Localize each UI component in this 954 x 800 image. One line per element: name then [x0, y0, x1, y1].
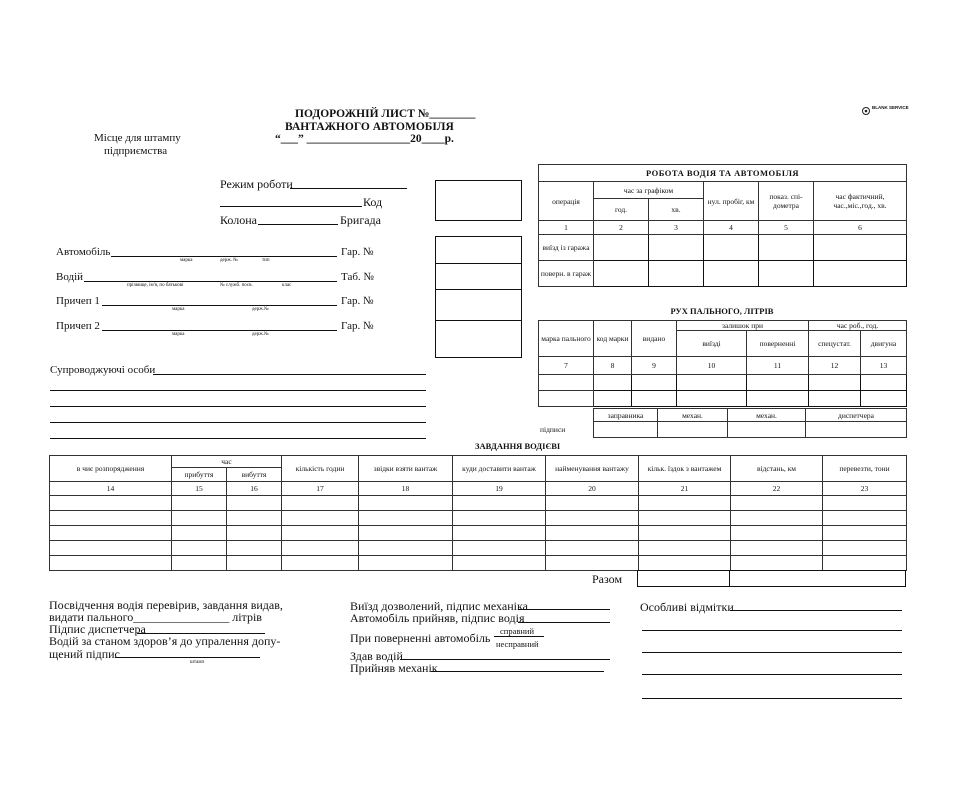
bottom-left-line5: щений підпис [49, 647, 120, 661]
fuel-cell[interactable] [747, 391, 809, 407]
mode-label: Режим роботи [220, 177, 293, 191]
trailer1-label: Причеп 1 [56, 295, 100, 307]
trailer2-label: Причеп 2 [56, 320, 100, 332]
driver-label: Водій [56, 271, 84, 283]
fuel-cell[interactable] [809, 391, 861, 407]
fuel-cell[interactable] [677, 391, 747, 407]
work-col-odometer: нул. пробіг, км [704, 182, 759, 221]
special-notes-field-5[interactable] [642, 698, 902, 699]
escort-field-4[interactable] [50, 422, 426, 423]
tab-number-label: Таб. № [341, 271, 374, 283]
fuel-cell[interactable] [539, 391, 594, 407]
work-table-title: РОБОТА ВОДІЯ ТА АВТОМОБІЛЯ [539, 165, 907, 182]
fuel-cell[interactable] [539, 375, 594, 391]
bottom-left-line3: Підпис диспетчера [49, 622, 146, 636]
code-label: Код [363, 195, 383, 209]
total-box[interactable] [637, 570, 906, 587]
column-label: Колона [220, 213, 257, 227]
fuel-cell[interactable] [632, 375, 677, 391]
stamp-place-line2: підприємства [104, 145, 168, 157]
work-cell[interactable] [704, 261, 759, 287]
work-col-actual: час фактичний, час.,міс.,год., хв. [814, 182, 907, 221]
bottom-left-line4: Водій за станом здоров’я до упралення допу- [49, 634, 281, 648]
fuel-num: 13 [861, 357, 907, 375]
work-num: 5 [759, 221, 814, 235]
number-box-divider1 [435, 263, 522, 264]
driver-sub-class: клас [282, 283, 292, 288]
fuel-num: 8 [594, 357, 632, 375]
driver-sub-name: прізвище, ім'я, по батькові [127, 283, 184, 288]
special-notes-field-1[interactable] [730, 610, 902, 611]
total-label: Разом [592, 572, 623, 586]
car-label: Автомобіль [56, 246, 111, 258]
mechanic-signature-field[interactable] [518, 609, 610, 610]
fuel-num: 9 [632, 357, 677, 375]
fuel-cell[interactable] [861, 391, 907, 407]
driver-accept-signature-field[interactable] [518, 622, 610, 623]
work-cell[interactable] [759, 235, 814, 261]
bottom-mid-line1: Виїзд дозволений, підпис механіка [350, 599, 528, 613]
tasks-col-distance: відстань, км [731, 456, 823, 482]
logo-text: BLANK SERVICE [872, 105, 909, 110]
tasks-table [49, 455, 907, 571]
tasks-row[interactable] [50, 496, 907, 511]
fuel-col-back: поверненні [747, 331, 809, 357]
tasks-num: 23 [823, 482, 907, 496]
work-num: 4 [704, 221, 759, 235]
fuel-cell[interactable] [632, 391, 677, 407]
work-col-schedule: час за графіком [594, 182, 704, 199]
work-cell[interactable] [814, 261, 907, 287]
escort-label: Супроводжуючі особи [50, 364, 156, 376]
tasks-col-trips: кільк. їздок з вантажем [639, 456, 731, 482]
escort-field-3[interactable] [50, 406, 426, 407]
trailer1-field[interactable] [102, 305, 337, 306]
special-notes-field-2[interactable] [642, 630, 902, 631]
tasks-col-from: звідки взяти вантаж [359, 456, 453, 482]
car-sub-type: тип [262, 258, 270, 263]
tasks-col-departure: вибуття [227, 468, 282, 482]
tasks-title: ЗАВДАННЯ ВОДІЄВІ [475, 441, 561, 451]
bottom-mid-line3: При поверненні автомобіль [350, 631, 491, 645]
driver-health-signature-field[interactable] [115, 657, 260, 658]
car-sub-brand: марка [180, 258, 193, 263]
driver-sub-id: № служб. посв. [220, 283, 253, 288]
tasks-col-arrival: прибуття [172, 468, 227, 482]
work-cell[interactable] [704, 235, 759, 261]
fuel-col-rest: залишок при [677, 321, 809, 331]
tasks-row[interactable] [50, 526, 907, 541]
logo [862, 103, 909, 113]
sig-fueler: заправника [594, 409, 658, 422]
trailer2-sub-number: держ.№ [252, 332, 269, 337]
car-field[interactable] [111, 256, 337, 257]
bottom-mid-line4: Здав водій [350, 649, 403, 663]
doc-date-line: “___” __________________20____р. [275, 133, 454, 145]
fuel-col-issued: видано [632, 321, 677, 357]
column-field[interactable] [258, 224, 338, 225]
fuel-col-out: виїзді [677, 331, 747, 357]
escort-field-5[interactable] [50, 438, 426, 439]
work-num: 3 [649, 221, 704, 235]
total-divider [729, 570, 730, 587]
fuel-col-worktime: час роб., год. [809, 321, 907, 331]
trailer1-sub-number: держ.№ [252, 307, 269, 312]
trailer2-garage-label: Гар. № [341, 320, 374, 332]
car-sub-number: держ. № [220, 258, 238, 263]
tasks-col-time: час [172, 456, 282, 468]
bottom-mid-line2: Автомобіль прийняв, підпис водія [350, 611, 525, 625]
fuel-col-special: спецустат. [809, 331, 861, 357]
tasks-col-tons: перевезти, тони [823, 456, 907, 482]
tasks-num: 16 [227, 482, 282, 496]
tasks-num: 17 [282, 482, 359, 496]
fuel-table [538, 320, 907, 407]
sig-cell[interactable] [658, 422, 728, 438]
tasks-col-hours: кількість годин [282, 456, 359, 482]
bottom-left-line2: видати пального________________ літрів [49, 610, 262, 624]
tasks-num: 20 [546, 482, 639, 496]
fuel-cell[interactable] [861, 375, 907, 391]
special-notes-field-4[interactable] [642, 674, 902, 675]
work-cell[interactable] [649, 261, 704, 287]
tasks-num: 21 [639, 482, 731, 496]
trailer1-sub-brand: марка [172, 307, 185, 312]
tasks-col-disposal: в чиє розпорядження [50, 456, 172, 482]
stamp-place-line1: Місце для штампу [94, 132, 181, 144]
fuel-cell[interactable] [594, 375, 632, 391]
work-table [538, 164, 907, 287]
number-box-top[interactable] [435, 180, 522, 221]
sig-cell[interactable] [594, 422, 658, 438]
condition-good[interactable]: справний [500, 626, 535, 636]
tasks-row[interactable] [50, 556, 907, 571]
sig-dispatcher: диспетчера [806, 409, 907, 422]
tasks-row[interactable] [50, 511, 907, 526]
sig-mech2: механ. [728, 409, 806, 422]
work-cell[interactable] [814, 235, 907, 261]
work-col-min: хв. [649, 199, 704, 221]
tasks-num: 19 [453, 482, 546, 496]
work-cell[interactable] [594, 261, 649, 287]
fuel-cell[interactable] [809, 375, 861, 391]
special-notes-field-3[interactable] [642, 652, 902, 653]
tasks-num: 22 [731, 482, 823, 496]
condition-bad[interactable]: несправний [496, 639, 539, 649]
tasks-num: 14 [50, 482, 172, 496]
sig-cell[interactable] [806, 422, 907, 438]
fuel-num: 11 [747, 357, 809, 375]
fuel-num: 12 [809, 357, 861, 375]
bottom-mid-line5: Прийняв механік [350, 661, 438, 675]
tasks-row[interactable] [50, 541, 907, 556]
work-row-out: виїзд із гаража [539, 235, 594, 261]
trailer1-garage-label: Гар. № [341, 295, 374, 307]
fuel-num: 10 [677, 357, 747, 375]
tasks-num: 15 [172, 482, 227, 496]
work-row-back: поверн. в гараж [539, 261, 594, 287]
trailer2-field[interactable] [102, 330, 337, 331]
number-box-divider3 [435, 320, 522, 321]
number-box-divider2 [435, 289, 522, 290]
fuel-col-code: код марки [594, 321, 632, 357]
fuel-title: РУХ ПАЛЬНОГО, ЛІТРІВ [670, 306, 774, 316]
work-num: 2 [594, 221, 649, 235]
garage-number-label: Гар. № [341, 246, 374, 258]
fuel-num: 7 [539, 357, 594, 375]
number-box-stack[interactable] [435, 236, 522, 358]
sig-cell[interactable] [728, 422, 806, 438]
fuel-col-engine: двигуна [861, 331, 907, 357]
escort-field-2[interactable] [50, 390, 426, 391]
fuel-cell[interactable] [677, 375, 747, 391]
work-num: 1 [539, 221, 594, 235]
work-cell[interactable] [594, 235, 649, 261]
stamp-caption: штамп [190, 660, 205, 665]
doc-title: ПОДОРОЖНІЙ ЛИСТ №________ [295, 108, 476, 120]
fuel-col-brand: марка пального [539, 321, 594, 357]
work-num: 6 [814, 221, 907, 235]
fuel-cell[interactable] [747, 375, 809, 391]
bottom-left-line1: Посвідчення водія перевірив, завдання видав, [49, 598, 283, 612]
brigade-label: Бригада [340, 213, 381, 227]
work-col-speedo: показ. спі-дометра [759, 182, 814, 221]
work-col-hours: год. [594, 199, 649, 221]
sig-mech1: механ. [658, 409, 728, 422]
received-mechanic-field[interactable] [431, 671, 604, 672]
code-field[interactable] [220, 206, 362, 207]
handed-driver-field[interactable] [400, 659, 610, 660]
signatures-table [593, 408, 907, 438]
special-notes-label: Особливі відмітки [640, 600, 734, 614]
work-cell[interactable] [759, 261, 814, 287]
fuel-cell[interactable] [594, 391, 632, 407]
tasks-col-cargo: найменування вантажу [546, 456, 639, 482]
escort-field-1[interactable] [153, 374, 426, 375]
work-cell[interactable] [649, 235, 704, 261]
doc-subtitle: ВАНТАЖНОГО АВТОМОБІЛЯ [285, 121, 454, 133]
work-col-operation: операція [539, 182, 594, 221]
mode-field[interactable] [290, 188, 407, 189]
condition-divider [494, 636, 544, 637]
driver-field[interactable] [84, 281, 337, 282]
tasks-col-to: куди доставити вантаж [453, 456, 546, 482]
tasks-num: 18 [359, 482, 453, 496]
signatures-label: підписи [540, 425, 566, 434]
trailer2-sub-brand: марка [172, 332, 185, 337]
